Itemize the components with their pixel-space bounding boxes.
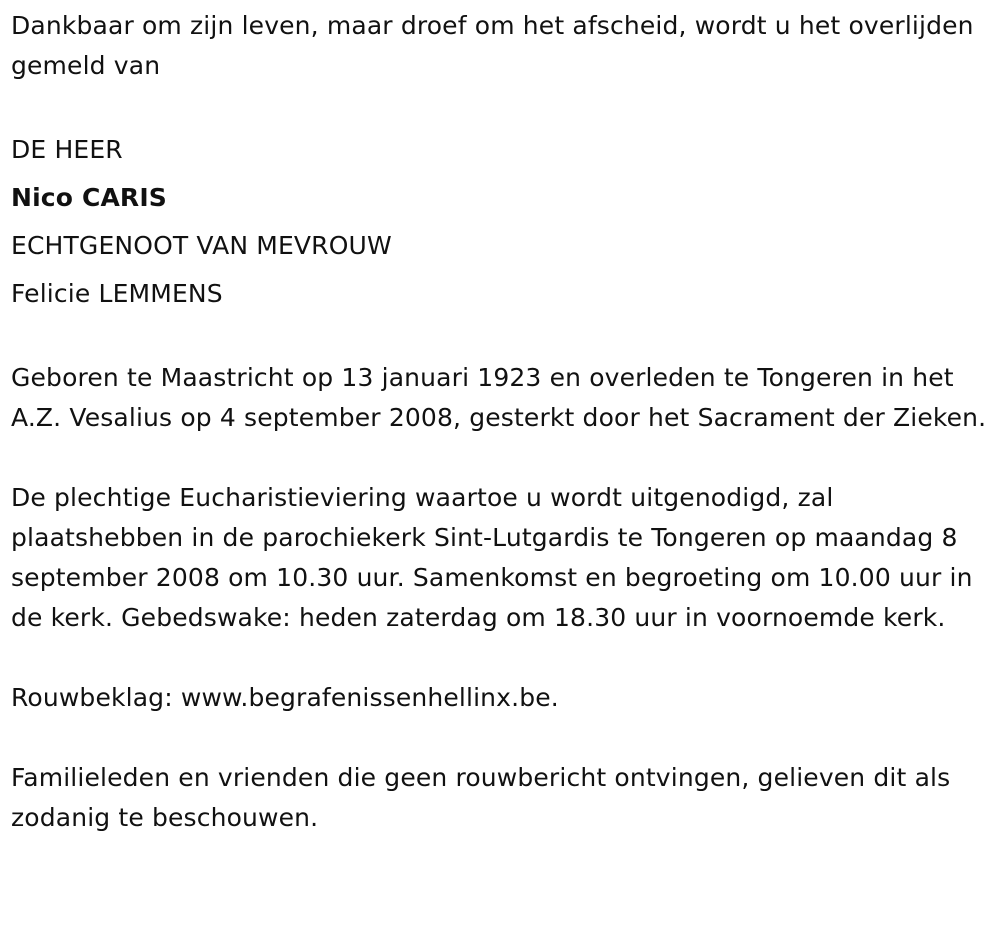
birth-death-text: Geboren te Maastricht op 13 januari 1923 en overleden te Tongeren in het A.Z. Vesalius op 4 september 2008, gesterkt door het Sacrament der Zieken. (11, 363, 987, 432)
title-line: DE HEER (11, 135, 123, 164)
deceased-name: Nico CARIS (11, 183, 167, 212)
intro-text: Dankbaar om zijn leven, maar droef om het afscheid, wordt u het overlijden gemeld van (11, 11, 974, 80)
ceremony-text: De plechtige Eucharistieviering waartoe u wordt uitgenodigd, zal plaatshebben in de parochiekerk Sint-Lutgardis te Tongeren op maandag 8 september 2008 om 10.30 uur. Samenkomst en begroeting om 10.00 uur in de kerk. Gebedswake: heden zaterdag om 18.30 uur in voornoemde kerk. (11, 483, 973, 632)
name-block (11, 126, 990, 318)
closing-text: Familieleden en vrienden die geen rouwbericht ontvingen, gelieven dit als zodanig te beschouwen. (11, 763, 951, 832)
condolences-text: Rouwbeklag: www.begrafenissenhellinx.be. (11, 683, 559, 712)
spouse-name: Felicie LEMMENS (11, 279, 223, 308)
spouse-line: ECHTGENOOT VAN MEVROUW (11, 231, 392, 260)
